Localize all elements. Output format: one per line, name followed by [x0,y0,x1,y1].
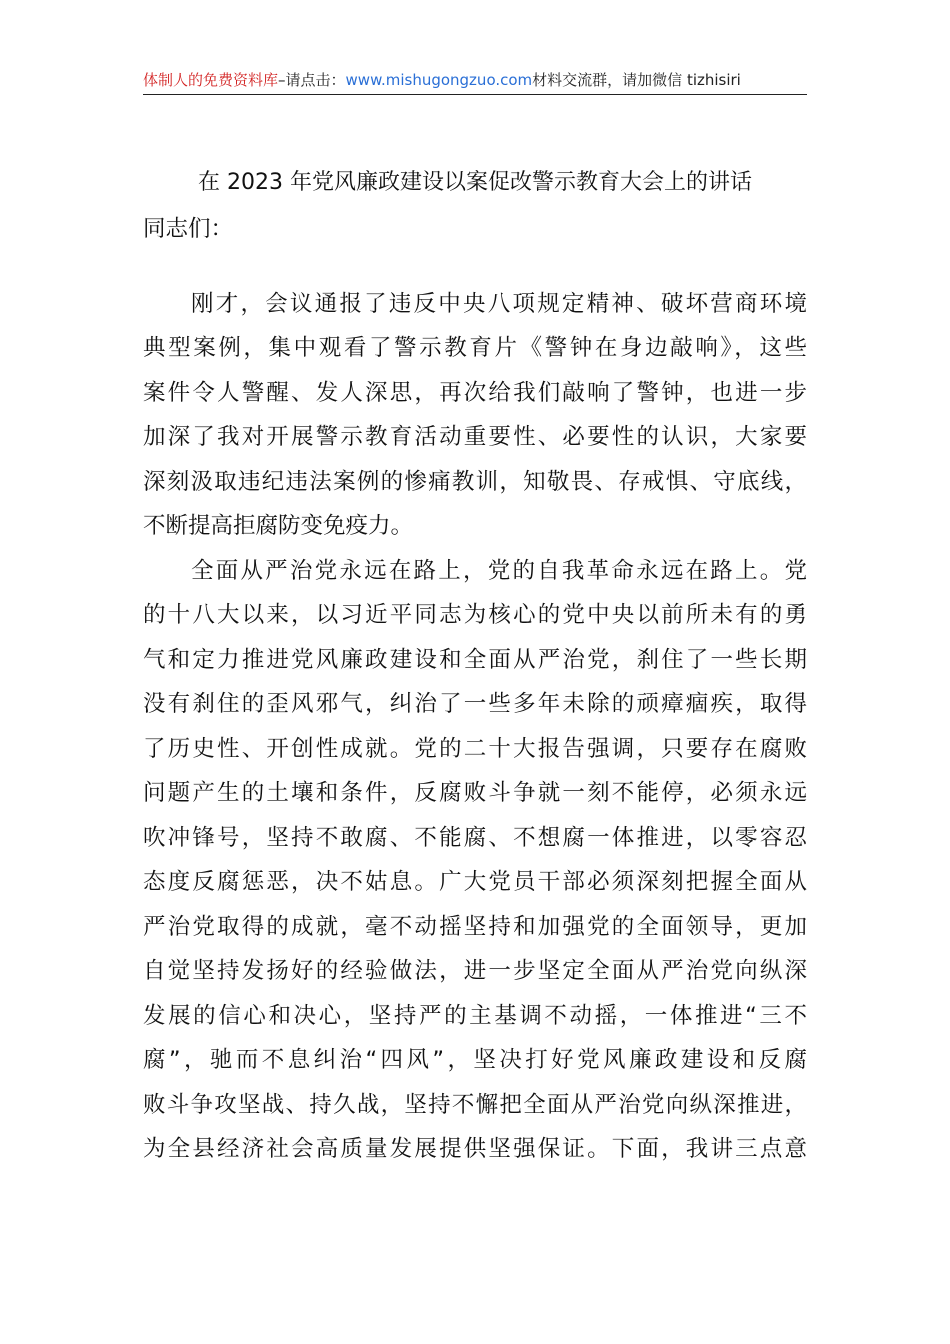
body-line: 了历史性、开创性成就。党的二十大报告强调，只要存在腐败 [143,736,807,762]
body-line: 败斗争攻坚战、持久战，坚持不懈把全面从严治党向纵深推进， [143,1092,807,1118]
body-line: 刚才，会议通报了违反中央八项规定精神、破坏营商环境 [191,291,807,317]
header-contact: 材料交流群，请加微信 tizhisiri [532,71,741,89]
salutation: 同志们： [143,216,234,242]
page-header [143,70,807,95]
body-line: 自觉坚持发扬好的经验做法，进一步坚定全面从严治党向纵深 [143,958,807,984]
body-line: 加深了我对开展警示教育活动重要性、必要性的认识，大家要 [143,424,807,450]
body-line: 为全县经济社会高质量发展提供坚强保证。下面，我讲三点意 [143,1136,807,1162]
body-line: 没有刹住的歪风邪气，纠治了一些多年未除的顽瘴痼疾，取得 [143,691,807,717]
body-line: 典型案例，集中观看了警示教育片《警钟在身边敲响》，这些 [143,335,807,361]
body-line: 吹冲锋号，坚持不敢腐、不能腐、不想腐一体推进，以零容忍 [143,825,807,851]
header-prompt: –请点击： [278,71,346,89]
body-line: 不断提高拒腐防变免疫力。 [143,513,414,539]
body-line: 发展的信心和决心，坚持严的主基调不动摇，一体推进“三不 [143,1003,807,1029]
body-line: 态度反腐惩恶，决不姑息。广大党员干部必须深刻把握全面从 [143,869,807,895]
body-line: 腐”，驰而不息纠治“四风”，坚决打好党风廉政建设和反腐 [143,1047,807,1073]
header-url-link[interactable]: www.mishugongzuo.com [345,71,533,89]
body-line: 问题产生的土壤和条件，反腐败斗争就一刻不能停，必须永远 [143,780,807,806]
body-line: 气和定力推进党风廉政建设和全面从严治党，刹住了一些长期 [143,647,807,673]
body-line: 严治党取得的成就，毫不动摇坚持和加强党的全面领导，更加 [143,914,807,940]
body-line: 的十八大以来，以习近平同志为核心的党中央以前所未有的勇 [143,602,807,628]
body-line: 案件令人警醒、发人深思，再次给我们敲响了警钟，也进一步 [143,380,807,406]
body-line: 全面从严治党永远在路上，党的自我革命永远在路上。党 [191,558,807,584]
document-title: 在 2023 年党风廉政建设以案促改警示教育大会上的讲话 [198,170,752,195]
body-line: 深刻汲取违纪违法案例的惨痛教训，知敬畏、存戒惧、守底线， [143,469,807,495]
header-brand: 体制人的免费资料库 [143,71,279,89]
